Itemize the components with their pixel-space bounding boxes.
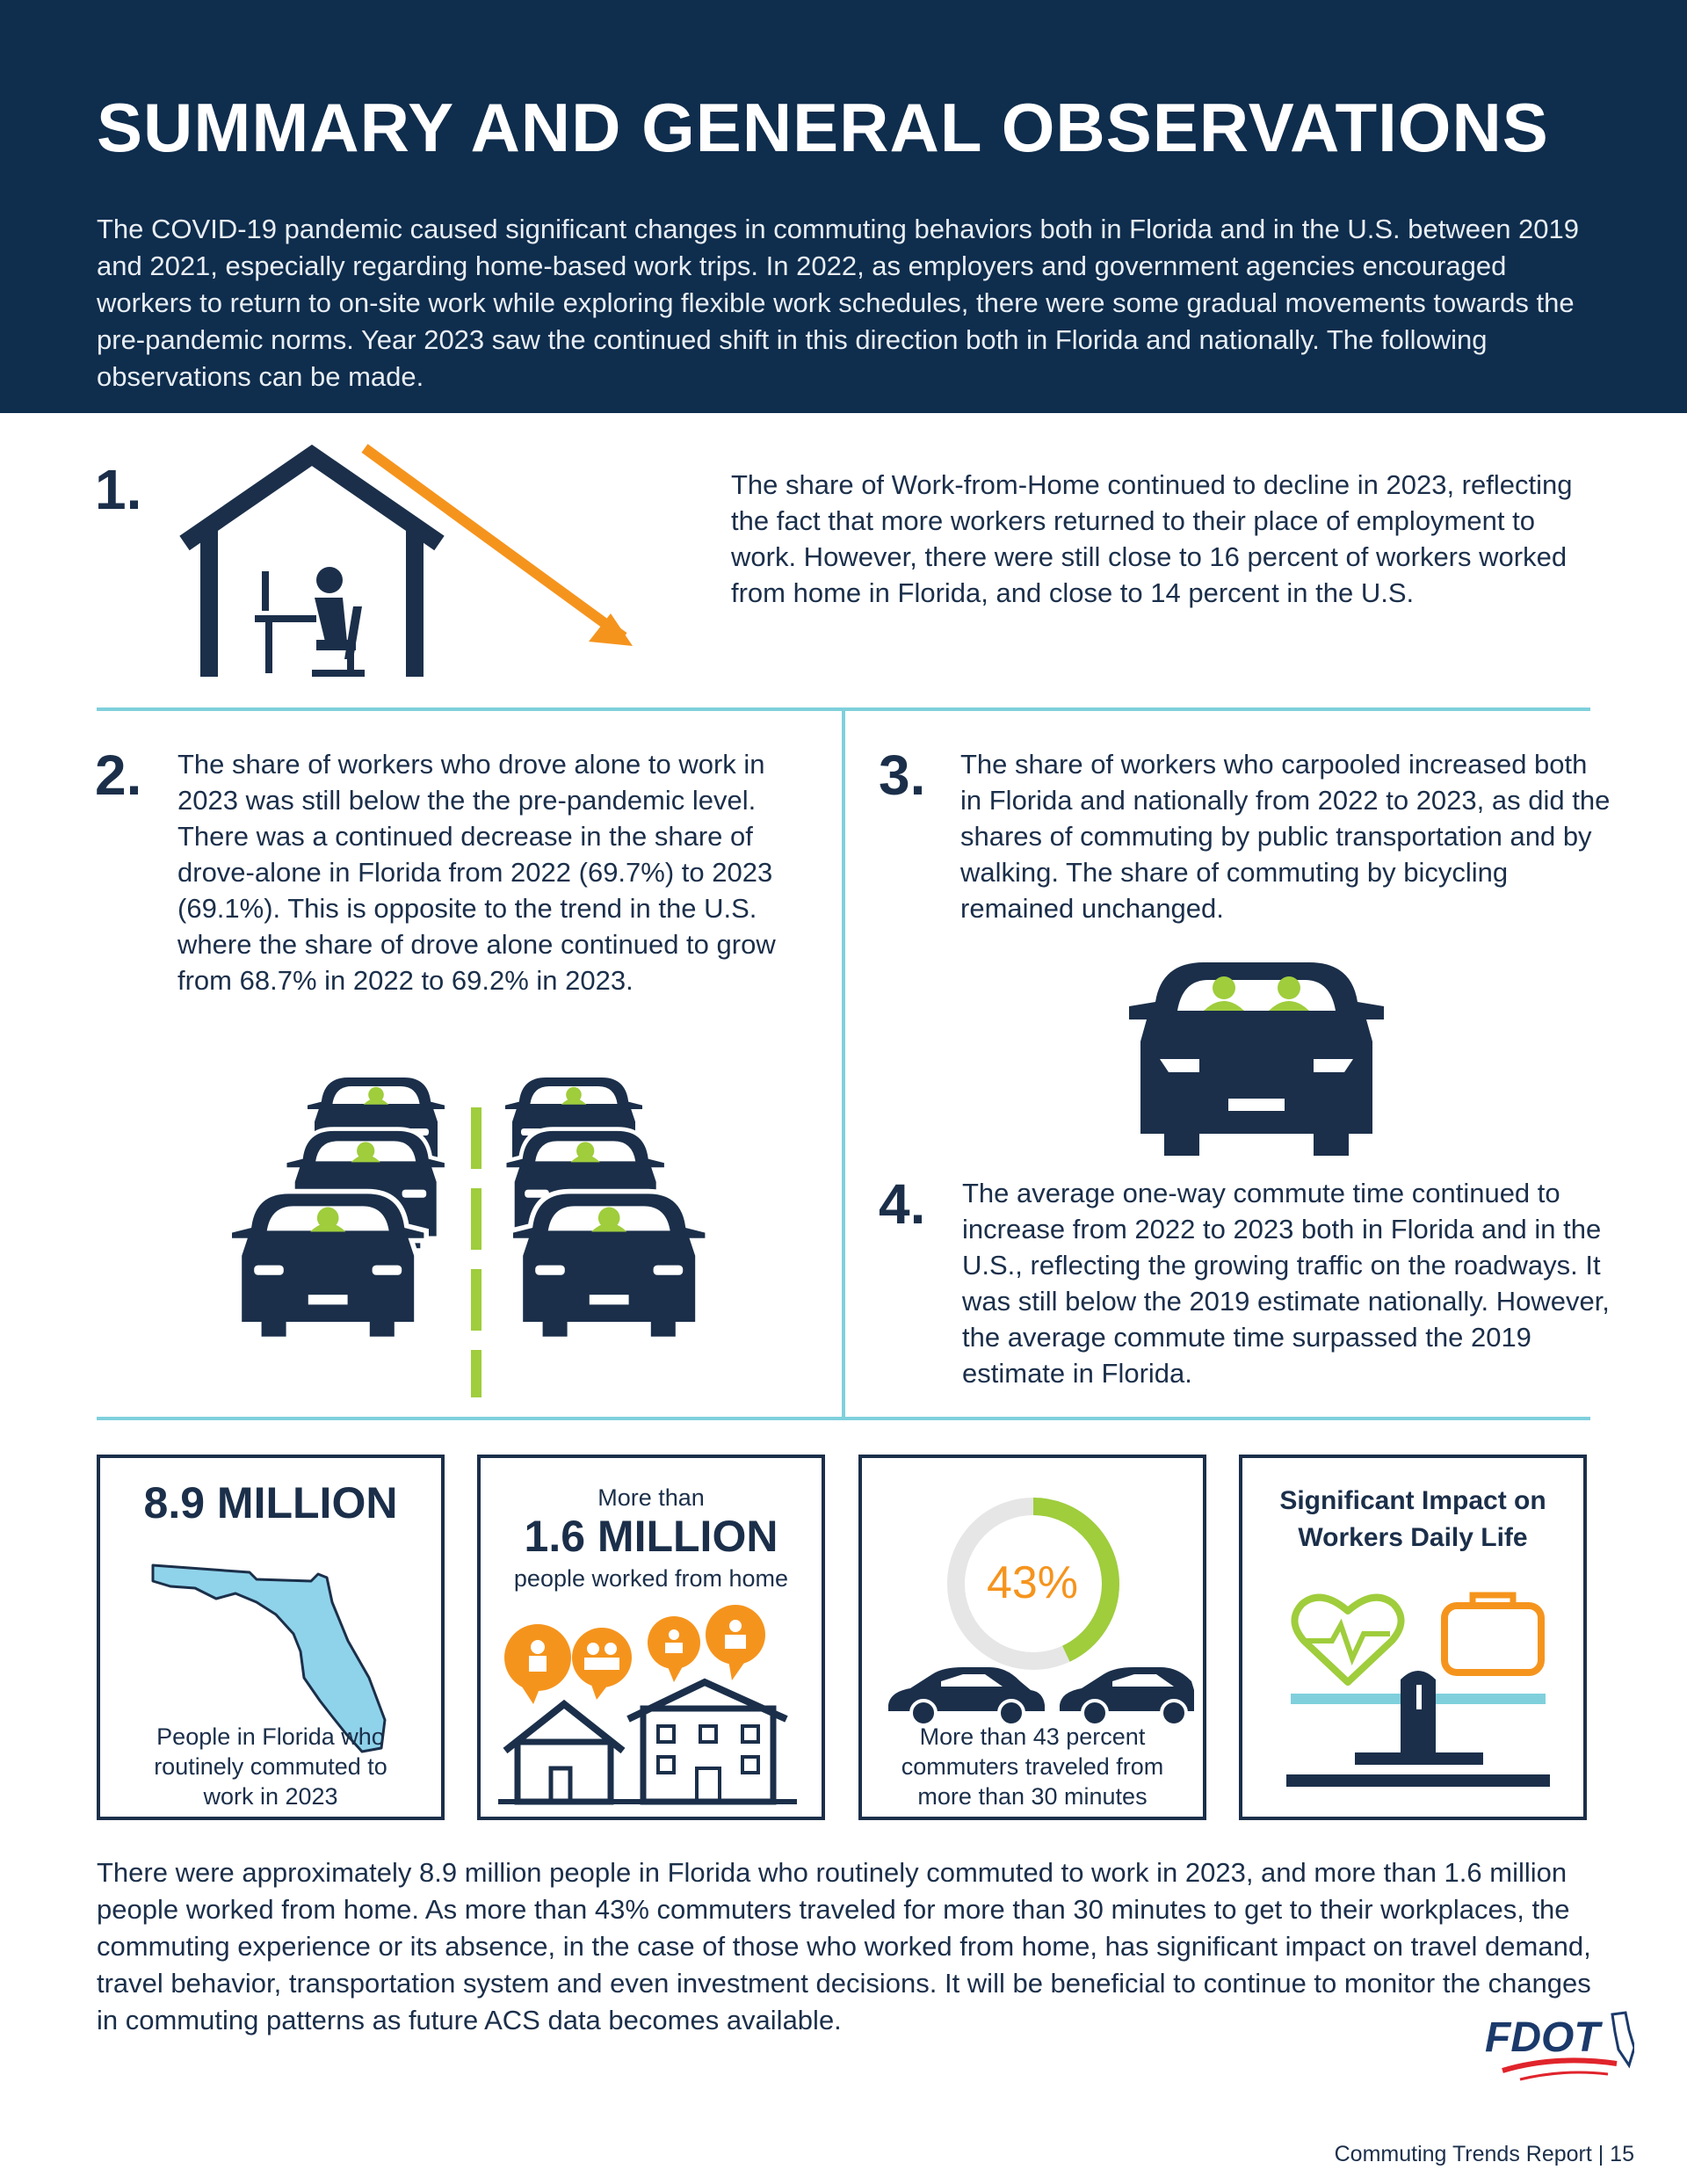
work-from-home-house-icon bbox=[167, 439, 641, 686]
long-commute-caption: More than 43 percent commuters traveled from more than 30 minutes bbox=[901, 1723, 1164, 1810]
closing-paragraph: There were approximately 8.9 million people in Florida who routinely commuted to work in 2023, and more than 1.6 million people worked from home. As more than 43% commuters traveled for more than 30 minutes to get to their workplaces, the commuting experience or its absence, in the case of those who worked from home, has significant impact on travel demand, travel behavior, transportation system and even investment decisions. It will be beneficial to continue to monitor the changes in commuting patterns as future ACS data becomes available. bbox=[97, 1857, 1591, 2035]
stat-box-work-from-home bbox=[477, 1455, 825, 1820]
observation-2-number: 2. bbox=[95, 744, 142, 807]
report-footer: Commuting Trends Report | 15 bbox=[1334, 2142, 1634, 2166]
wfh-prefix: More than bbox=[597, 1484, 705, 1511]
stat-box-commuters bbox=[97, 1455, 445, 1820]
observation-1-text: The share of Work-from-Home continued to decline in 2023, reflecting the fact that more workers returned to their place of employment to work. However, there were still close to 16 percent of workers worked from home in Florida, and close to 14 percent in the U.S. bbox=[731, 469, 1573, 608]
fdot-logo-mark bbox=[1485, 1995, 1634, 2092]
traffic-cars-icon bbox=[220, 1072, 729, 1397]
observation-4-number: 4. bbox=[879, 1172, 926, 1236]
long-commute-value: 43% bbox=[986, 1557, 1079, 1608]
wfh-value: 1.6 MILLION bbox=[524, 1512, 778, 1561]
observation-3-number: 3. bbox=[879, 744, 926, 807]
fdot-logo bbox=[1485, 1995, 1634, 2092]
impact-title: Significant Impact on Workers Daily Life bbox=[1279, 1486, 1546, 1552]
divider-vertical bbox=[842, 709, 845, 1417]
commuters-value: 8.9 MILLION bbox=[143, 1478, 398, 1527]
svg-text:FDOT: FDOT bbox=[1485, 2014, 1600, 2061]
observation-4-text: The average one-way commute time continued to increase from 2022 to 2023 both in Florida and in the U.S., reflecting the growing traffic on the roadways. It was still below the 2019 estimate nationally. However, the average commute time surpassed the 2019 estimate in Florida. bbox=[962, 1178, 1610, 1389]
intro-paragraph: The COVID-19 pandemic caused significant changes in commuting behaviors both in Florida and in the U.S. between 2019 and 2021, especially regarding home-based work trips. In 2022, as employers and government agencies encouraged workers to return to on-site work while exploring flexible work schedules, there were some gradual movements towards the pre-pandemic norms. Year 2023 saw the continued shift in this direction both in Florida and nationally. The following observations can be made. bbox=[97, 214, 1580, 392]
divider-horizontal-2 bbox=[97, 1417, 1590, 1420]
homes-with-workers-icon bbox=[498, 1603, 806, 1805]
carpool-car-icon bbox=[1116, 958, 1397, 1160]
header-banner bbox=[0, 0, 1687, 413]
stat-box-impact bbox=[1239, 1455, 1587, 1820]
observation-1-number: 1. bbox=[95, 458, 142, 521]
wfh-caption: people worked from home bbox=[513, 1565, 789, 1592]
observation-2-text: The share of workers who drove alone to work in 2023 was still below the the pre-pandemic level. There was a continued decrease in the share of drove-alone in Florida from 2022 (69.7%) to 2023 (69.1%). This is opposite to the trend in the U.S. where the share of drove alone continued to grow from 68.7% in 2022 to 69.2% in 2023. bbox=[177, 749, 776, 996]
work-life-balance-icon bbox=[1286, 1590, 1550, 1792]
observation-3-text: The share of workers who carpooled increased both in Florida and nationally from 2022 to 2023, as did the shares of commuting by public transportation and by walking. The share of commuting by bicycling remained unchanged. bbox=[960, 749, 1611, 924]
stat-box-long-commute bbox=[858, 1455, 1206, 1820]
page-title: SUMMARY AND GENERAL OBSERVATIONS bbox=[97, 89, 1549, 166]
commuters-caption: People in Florida who routinely commuted to work in 2023 bbox=[154, 1723, 387, 1810]
